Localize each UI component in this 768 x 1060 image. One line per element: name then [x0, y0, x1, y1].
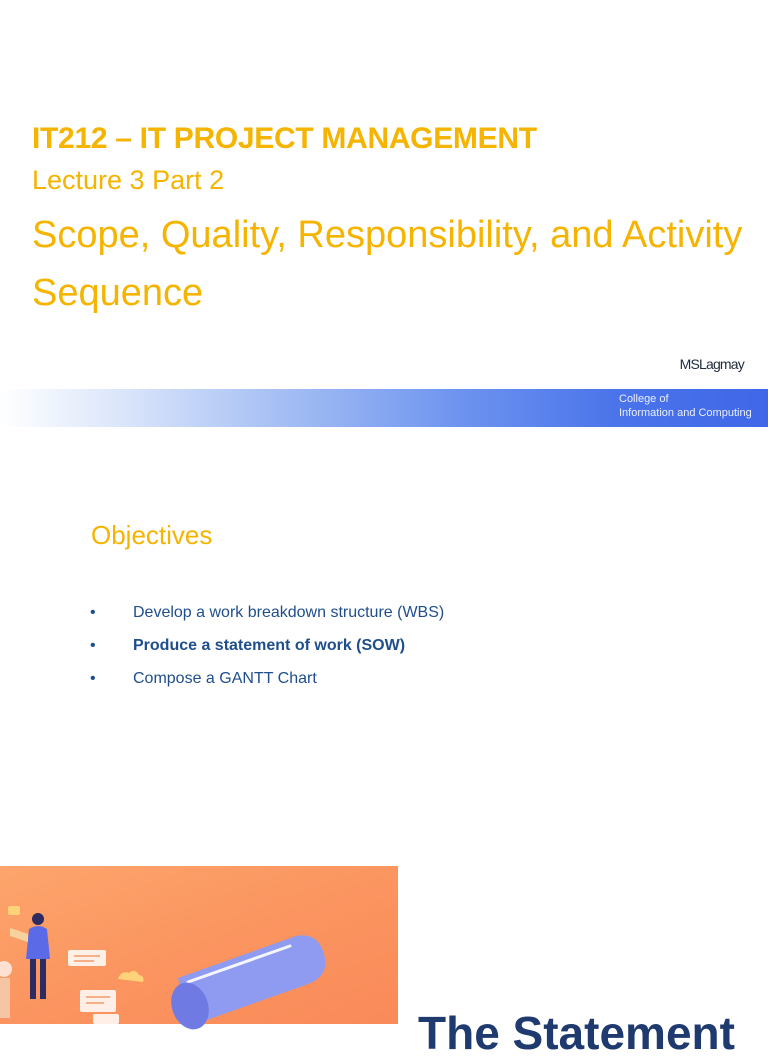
bullet-icon: • [90, 637, 96, 654]
chat-bubble-icon [93, 1014, 119, 1024]
college-line-2: Information and Computing [619, 407, 752, 419]
objectives-slide [0, 432, 768, 864]
objective-text: Produce a statement of work (SOW) [133, 637, 406, 654]
lecture-subtitle: Scope, Quality, Responsibility, and Activity Sequence [32, 214, 743, 314]
clipboard-icon [10, 928, 28, 942]
person-head [32, 913, 44, 925]
objectives-title: Objectives [91, 520, 213, 550]
bullet-icon: • [90, 670, 96, 687]
author-name: MSLagmay [679, 356, 744, 372]
person-body [26, 926, 50, 959]
bullet-icon: • [90, 604, 96, 621]
illustration-graphic [0, 866, 398, 1024]
college-line-1: College of [619, 393, 669, 405]
objective-text: Compose a GANTT Chart [133, 670, 317, 687]
objective-text: Develop a work breakdown structure (WBS) [133, 604, 445, 621]
chat-bubble-icon [68, 950, 106, 966]
document-icon [80, 990, 116, 1012]
statement-slide [0, 864, 768, 1059]
statement-heading: The Statement [418, 1007, 735, 1059]
college-label [619, 392, 752, 420]
lecture-label: Lecture 3 Part 2 [32, 165, 225, 195]
small-bubble-icon [8, 906, 20, 915]
title-slide [0, 0, 768, 432]
course-title: IT212 – IT PROJECT MANAGEMENT [32, 122, 537, 155]
person-leg [30, 959, 36, 999]
person-leg [40, 959, 46, 999]
cloud-icon [118, 971, 144, 982]
illustration [0, 866, 398, 1024]
